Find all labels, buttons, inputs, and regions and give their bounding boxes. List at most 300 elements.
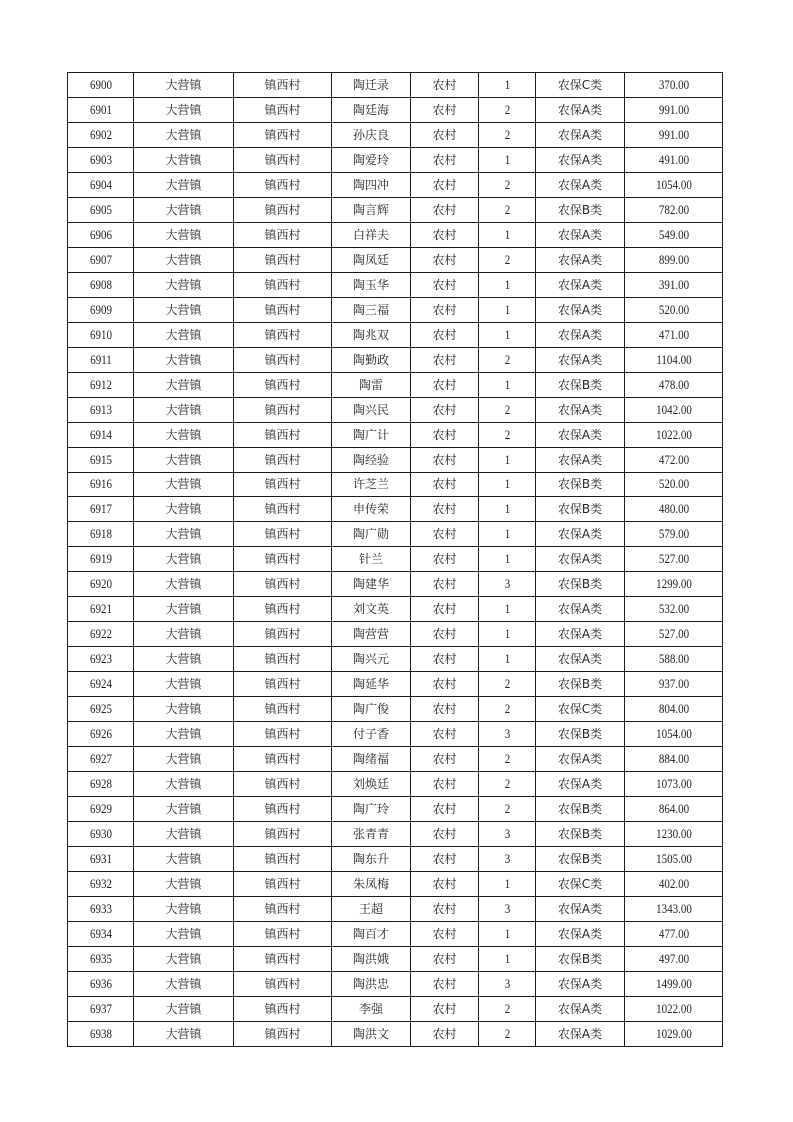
cell-village: 镇西村: [234, 872, 332, 897]
cell-town: 大营镇: [134, 147, 234, 172]
table-row: [68, 222, 723, 247]
cell-amount: 991.00: [630, 97, 716, 122]
cell-count: 1: [482, 921, 532, 946]
cell-id: 6904: [71, 172, 129, 197]
cell-name: 陶言辉: [332, 197, 411, 222]
cell-id: 6909: [71, 297, 129, 322]
cell-name: 陶凤廷: [332, 247, 411, 272]
cell-village: 镇西村: [234, 247, 332, 272]
cell-type: 农村: [411, 222, 479, 247]
table-row: [68, 547, 723, 572]
cell-type: 农村: [411, 672, 479, 697]
cell-type: 农村: [411, 247, 479, 272]
table-row: [68, 847, 723, 872]
cell-type: 农村: [411, 147, 479, 172]
table-row: [68, 197, 723, 222]
cell-type: 农村: [411, 747, 479, 772]
cell-village: 镇西村: [234, 672, 332, 697]
table-row: [68, 822, 723, 847]
cell-id: 6907: [71, 247, 129, 272]
cell-category: 农保A类: [536, 971, 625, 996]
cell-type: 农村: [411, 422, 479, 447]
cell-village: 镇西村: [234, 996, 332, 1021]
cell-name: 许芝兰: [332, 472, 411, 497]
cell-village: 镇西村: [234, 73, 332, 98]
cell-amount: 471.00: [630, 322, 716, 347]
cell-village: 镇西村: [234, 497, 332, 522]
cell-id: 6911: [71, 347, 129, 372]
cell-amount: 532.00: [630, 597, 716, 622]
cell-id: 6921: [71, 597, 129, 622]
cell-village: 镇西村: [234, 772, 332, 797]
cell-count: 1: [482, 622, 532, 647]
cell-id: 6924: [71, 672, 129, 697]
cell-amount: 937.00: [630, 672, 716, 697]
cell-village: 镇西村: [234, 597, 332, 622]
table-row: [68, 122, 723, 147]
cell-name: 李强: [332, 996, 411, 1021]
cell-category: 农保A类: [536, 747, 625, 772]
cell-id: 6910: [71, 322, 129, 347]
cell-category: 农保B类: [536, 847, 625, 872]
cell-type: 农村: [411, 797, 479, 822]
cell-id: 6936: [71, 971, 129, 996]
cell-town: 大营镇: [134, 697, 234, 722]
cell-count: 1: [482, 522, 532, 547]
cell-amount: 864.00: [630, 797, 716, 822]
table-row: [68, 347, 723, 372]
cell-village: 镇西村: [234, 572, 332, 597]
cell-id: 6929: [71, 797, 129, 822]
cell-id: 6926: [71, 722, 129, 747]
cell-name: 陶洪文: [332, 1021, 411, 1046]
cell-category: 农保B类: [536, 472, 625, 497]
cell-count: 2: [482, 697, 532, 722]
cell-amount: 520.00: [630, 472, 716, 497]
cell-category: 农保A类: [536, 122, 625, 147]
cell-count: 1: [482, 472, 532, 497]
table-row: [68, 497, 723, 522]
cell-category: 农保A类: [536, 172, 625, 197]
cell-type: 农村: [411, 272, 479, 297]
cell-name: 陶兴元: [332, 647, 411, 672]
cell-name: 陶洪忠: [332, 971, 411, 996]
cell-amount: 1022.00: [630, 422, 716, 447]
cell-type: 农村: [411, 172, 479, 197]
cell-count: 2: [482, 247, 532, 272]
cell-id: 6901: [71, 97, 129, 122]
cell-type: 农村: [411, 497, 479, 522]
cell-name: 陶玉华: [332, 272, 411, 297]
cell-id: 6922: [71, 622, 129, 647]
table-row: [68, 97, 723, 122]
cell-village: 镇西村: [234, 921, 332, 946]
cell-amount: 402.00: [630, 872, 716, 897]
cell-village: 镇西村: [234, 522, 332, 547]
cell-id: 6919: [71, 547, 129, 572]
cell-type: 农村: [411, 547, 479, 572]
cell-amount: 1042.00: [630, 397, 716, 422]
table-row: [68, 422, 723, 447]
cell-amount: 527.00: [630, 547, 716, 572]
cell-town: 大营镇: [134, 472, 234, 497]
cell-name: 陶营营: [332, 622, 411, 647]
cell-id: 6918: [71, 522, 129, 547]
cell-id: 6916: [71, 472, 129, 497]
cell-type: 农村: [411, 372, 479, 397]
table-row: [68, 522, 723, 547]
cell-name: 王超: [332, 896, 411, 921]
table-row: [68, 872, 723, 897]
table-row: [68, 672, 723, 697]
cell-count: 3: [482, 896, 532, 921]
cell-village: 镇西村: [234, 97, 332, 122]
cell-amount: 1054.00: [630, 172, 716, 197]
cell-type: 农村: [411, 97, 479, 122]
cell-category: 农保C类: [536, 872, 625, 897]
cell-type: 农村: [411, 197, 479, 222]
cell-category: 农保A类: [536, 647, 625, 672]
cell-town: 大营镇: [134, 597, 234, 622]
cell-town: 大营镇: [134, 797, 234, 822]
table-row: [68, 597, 723, 622]
cell-name: 孙庆良: [332, 122, 411, 147]
cell-count: 2: [482, 122, 532, 147]
table-row: [68, 447, 723, 472]
cell-type: 农村: [411, 522, 479, 547]
cell-category: 农保A类: [536, 422, 625, 447]
cell-count: 2: [482, 197, 532, 222]
cell-amount: 391.00: [630, 272, 716, 297]
cell-village: 镇西村: [234, 1021, 332, 1046]
table-row: [68, 996, 723, 1021]
cell-name: 陶迁录: [332, 73, 411, 98]
cell-count: 1: [482, 647, 532, 672]
cell-type: 农村: [411, 847, 479, 872]
cell-village: 镇西村: [234, 222, 332, 247]
cell-village: 镇西村: [234, 372, 332, 397]
cell-town: 大营镇: [134, 422, 234, 447]
cell-amount: 1029.00: [630, 1021, 716, 1046]
cell-village: 镇西村: [234, 397, 332, 422]
cell-town: 大营镇: [134, 996, 234, 1021]
cell-town: 大营镇: [134, 247, 234, 272]
cell-amount: 1499.00: [630, 971, 716, 996]
table-body: [68, 73, 723, 1047]
cell-town: 大营镇: [134, 672, 234, 697]
cell-name: 陶广俊: [332, 697, 411, 722]
cell-id: 6908: [71, 272, 129, 297]
cell-category: 农保A类: [536, 547, 625, 572]
table-row: [68, 397, 723, 422]
table-row: [68, 247, 723, 272]
cell-category: 农保B类: [536, 797, 625, 822]
cell-village: 镇西村: [234, 172, 332, 197]
cell-type: 农村: [411, 772, 479, 797]
cell-town: 大营镇: [134, 822, 234, 847]
cell-category: 农保C类: [536, 73, 625, 98]
cell-category: 农保A类: [536, 297, 625, 322]
cell-amount: 527.00: [630, 622, 716, 647]
cell-name: 刘文英: [332, 597, 411, 622]
beneficiary-table: [67, 72, 723, 1047]
cell-type: 农村: [411, 297, 479, 322]
table-row: [68, 921, 723, 946]
cell-id: 6903: [71, 147, 129, 172]
table-row: [68, 971, 723, 996]
cell-village: 镇西村: [234, 447, 332, 472]
cell-village: 镇西村: [234, 797, 332, 822]
cell-village: 镇西村: [234, 422, 332, 447]
cell-town: 大营镇: [134, 122, 234, 147]
cell-id: 6902: [71, 122, 129, 147]
cell-name: 陶勤政: [332, 347, 411, 372]
table-row: [68, 372, 723, 397]
cell-town: 大营镇: [134, 322, 234, 347]
table-row: [68, 147, 723, 172]
cell-village: 镇西村: [234, 971, 332, 996]
cell-count: 2: [482, 1021, 532, 1046]
cell-name: 陶三福: [332, 297, 411, 322]
cell-village: 镇西村: [234, 896, 332, 921]
cell-town: 大营镇: [134, 921, 234, 946]
cell-amount: 899.00: [630, 247, 716, 272]
cell-name: 陶四冲: [332, 172, 411, 197]
cell-category: 农保A类: [536, 97, 625, 122]
cell-id: 6937: [71, 996, 129, 1021]
cell-id: 6917: [71, 497, 129, 522]
cell-name: 张青青: [332, 822, 411, 847]
cell-category: 农保C类: [536, 697, 625, 722]
cell-count: 1: [482, 597, 532, 622]
table-row: [68, 896, 723, 921]
table-row: [68, 747, 723, 772]
cell-town: 大营镇: [134, 772, 234, 797]
cell-type: 农村: [411, 347, 479, 372]
cell-category: 农保A类: [536, 522, 625, 547]
cell-village: 镇西村: [234, 472, 332, 497]
cell-count: 1: [482, 222, 532, 247]
cell-count: 1: [482, 73, 532, 98]
cell-category: 农保A类: [536, 397, 625, 422]
cell-id: 6934: [71, 921, 129, 946]
cell-category: 农保B类: [536, 197, 625, 222]
cell-amount: 549.00: [630, 222, 716, 247]
cell-town: 大营镇: [134, 297, 234, 322]
cell-name: 陶雷: [332, 372, 411, 397]
cell-amount: 579.00: [630, 522, 716, 547]
table-row: [68, 322, 723, 347]
cell-type: 农村: [411, 647, 479, 672]
cell-amount: 472.00: [630, 447, 716, 472]
cell-type: 农村: [411, 322, 479, 347]
cell-village: 镇西村: [234, 946, 332, 971]
cell-town: 大营镇: [134, 397, 234, 422]
cell-name: 申传荣: [332, 497, 411, 522]
cell-type: 农村: [411, 971, 479, 996]
cell-village: 镇西村: [234, 722, 332, 747]
cell-count: 2: [482, 422, 532, 447]
cell-category: 农保A类: [536, 247, 625, 272]
table-row: [68, 697, 723, 722]
cell-type: 农村: [411, 397, 479, 422]
cell-village: 镇西村: [234, 822, 332, 847]
cell-count: 1: [482, 946, 532, 971]
cell-type: 农村: [411, 996, 479, 1021]
cell-name: 陶兆双: [332, 322, 411, 347]
cell-amount: 1230.00: [630, 822, 716, 847]
cell-count: 1: [482, 147, 532, 172]
table-row: [68, 472, 723, 497]
cell-name: 白祥夫: [332, 222, 411, 247]
cell-id: 6920: [71, 572, 129, 597]
cell-type: 农村: [411, 822, 479, 847]
cell-town: 大营镇: [134, 1021, 234, 1046]
cell-amount: 1343.00: [630, 896, 716, 921]
cell-amount: 480.00: [630, 497, 716, 522]
cell-town: 大营镇: [134, 747, 234, 772]
cell-amount: 477.00: [630, 921, 716, 946]
cell-name: 陶建华: [332, 572, 411, 597]
cell-category: 农保A类: [536, 322, 625, 347]
cell-name: 陶爱玲: [332, 147, 411, 172]
cell-id: 6938: [71, 1021, 129, 1046]
cell-name: 付子香: [332, 722, 411, 747]
cell-category: 农保A类: [536, 222, 625, 247]
cell-name: 陶经验: [332, 447, 411, 472]
cell-count: 3: [482, 971, 532, 996]
cell-village: 镇西村: [234, 272, 332, 297]
cell-town: 大营镇: [134, 946, 234, 971]
cell-town: 大营镇: [134, 572, 234, 597]
cell-town: 大营镇: [134, 722, 234, 747]
cell-name: 陶延华: [332, 672, 411, 697]
cell-type: 农村: [411, 896, 479, 921]
cell-town: 大营镇: [134, 896, 234, 921]
cell-amount: 782.00: [630, 197, 716, 222]
cell-count: 1: [482, 372, 532, 397]
cell-name: 陶广勋: [332, 522, 411, 547]
cell-name: 陶绪福: [332, 747, 411, 772]
cell-category: 农保A类: [536, 597, 625, 622]
cell-amount: 588.00: [630, 647, 716, 672]
cell-amount: 497.00: [630, 946, 716, 971]
cell-type: 农村: [411, 572, 479, 597]
cell-town: 大营镇: [134, 522, 234, 547]
cell-town: 大营镇: [134, 272, 234, 297]
cell-type: 农村: [411, 872, 479, 897]
cell-amount: 991.00: [630, 122, 716, 147]
cell-amount: 1104.00: [630, 347, 716, 372]
cell-category: 农保A类: [536, 347, 625, 372]
table-row: [68, 797, 723, 822]
cell-type: 农村: [411, 597, 479, 622]
cell-town: 大营镇: [134, 197, 234, 222]
table-row: [68, 73, 723, 98]
cell-amount: 1022.00: [630, 996, 716, 1021]
cell-name: 陶洪娥: [332, 946, 411, 971]
table-row: [68, 297, 723, 322]
cell-count: 3: [482, 847, 532, 872]
cell-category: 农保A类: [536, 272, 625, 297]
cell-count: 2: [482, 996, 532, 1021]
cell-id: 6913: [71, 397, 129, 422]
cell-count: 1: [482, 297, 532, 322]
table-row: [68, 622, 723, 647]
cell-town: 大营镇: [134, 447, 234, 472]
cell-name: 朱凤梅: [332, 872, 411, 897]
cell-count: 2: [482, 797, 532, 822]
cell-village: 镇西村: [234, 847, 332, 872]
cell-name: 针兰: [332, 547, 411, 572]
cell-name: 陶百才: [332, 921, 411, 946]
cell-count: 2: [482, 97, 532, 122]
table-row: [68, 1021, 723, 1046]
cell-village: 镇西村: [234, 122, 332, 147]
cell-town: 大营镇: [134, 872, 234, 897]
cell-id: 6930: [71, 822, 129, 847]
cell-count: 2: [482, 672, 532, 697]
cell-category: 农保B类: [536, 672, 625, 697]
cell-id: 6935: [71, 946, 129, 971]
cell-name: 陶兴民: [332, 397, 411, 422]
cell-id: 6906: [71, 222, 129, 247]
cell-name: 陶广计: [332, 422, 411, 447]
cell-count: 2: [482, 747, 532, 772]
cell-id: 6925: [71, 697, 129, 722]
cell-town: 大营镇: [134, 222, 234, 247]
cell-name: 刘焕廷: [332, 772, 411, 797]
cell-village: 镇西村: [234, 622, 332, 647]
cell-count: 2: [482, 397, 532, 422]
cell-town: 大营镇: [134, 622, 234, 647]
cell-amount: 370.00: [630, 73, 716, 98]
cell-count: 1: [482, 272, 532, 297]
cell-category: 农保A类: [536, 447, 625, 472]
table-row: [68, 647, 723, 672]
cell-id: 6912: [71, 372, 129, 397]
cell-category: 农保A类: [536, 896, 625, 921]
cell-town: 大营镇: [134, 73, 234, 98]
cell-category: 农保A类: [536, 996, 625, 1021]
table-row: [68, 772, 723, 797]
cell-id: 6905: [71, 197, 129, 222]
cell-village: 镇西村: [234, 747, 332, 772]
cell-id: 6923: [71, 647, 129, 672]
cell-id: 6933: [71, 896, 129, 921]
cell-town: 大营镇: [134, 172, 234, 197]
cell-amount: 1054.00: [630, 722, 716, 747]
cell-category: 农保B类: [536, 722, 625, 747]
cell-town: 大营镇: [134, 847, 234, 872]
cell-count: 1: [482, 322, 532, 347]
cell-count: 2: [482, 772, 532, 797]
cell-town: 大营镇: [134, 372, 234, 397]
cell-name: 陶广玲: [332, 797, 411, 822]
cell-amount: 804.00: [630, 697, 716, 722]
cell-town: 大营镇: [134, 497, 234, 522]
cell-town: 大营镇: [134, 347, 234, 372]
table-row: [68, 572, 723, 597]
cell-category: 农保B类: [536, 372, 625, 397]
cell-name: 陶廷海: [332, 97, 411, 122]
cell-count: 2: [482, 347, 532, 372]
cell-village: 镇西村: [234, 697, 332, 722]
cell-type: 农村: [411, 1021, 479, 1046]
cell-amount: 884.00: [630, 747, 716, 772]
table-row: [68, 172, 723, 197]
cell-amount: 520.00: [630, 297, 716, 322]
